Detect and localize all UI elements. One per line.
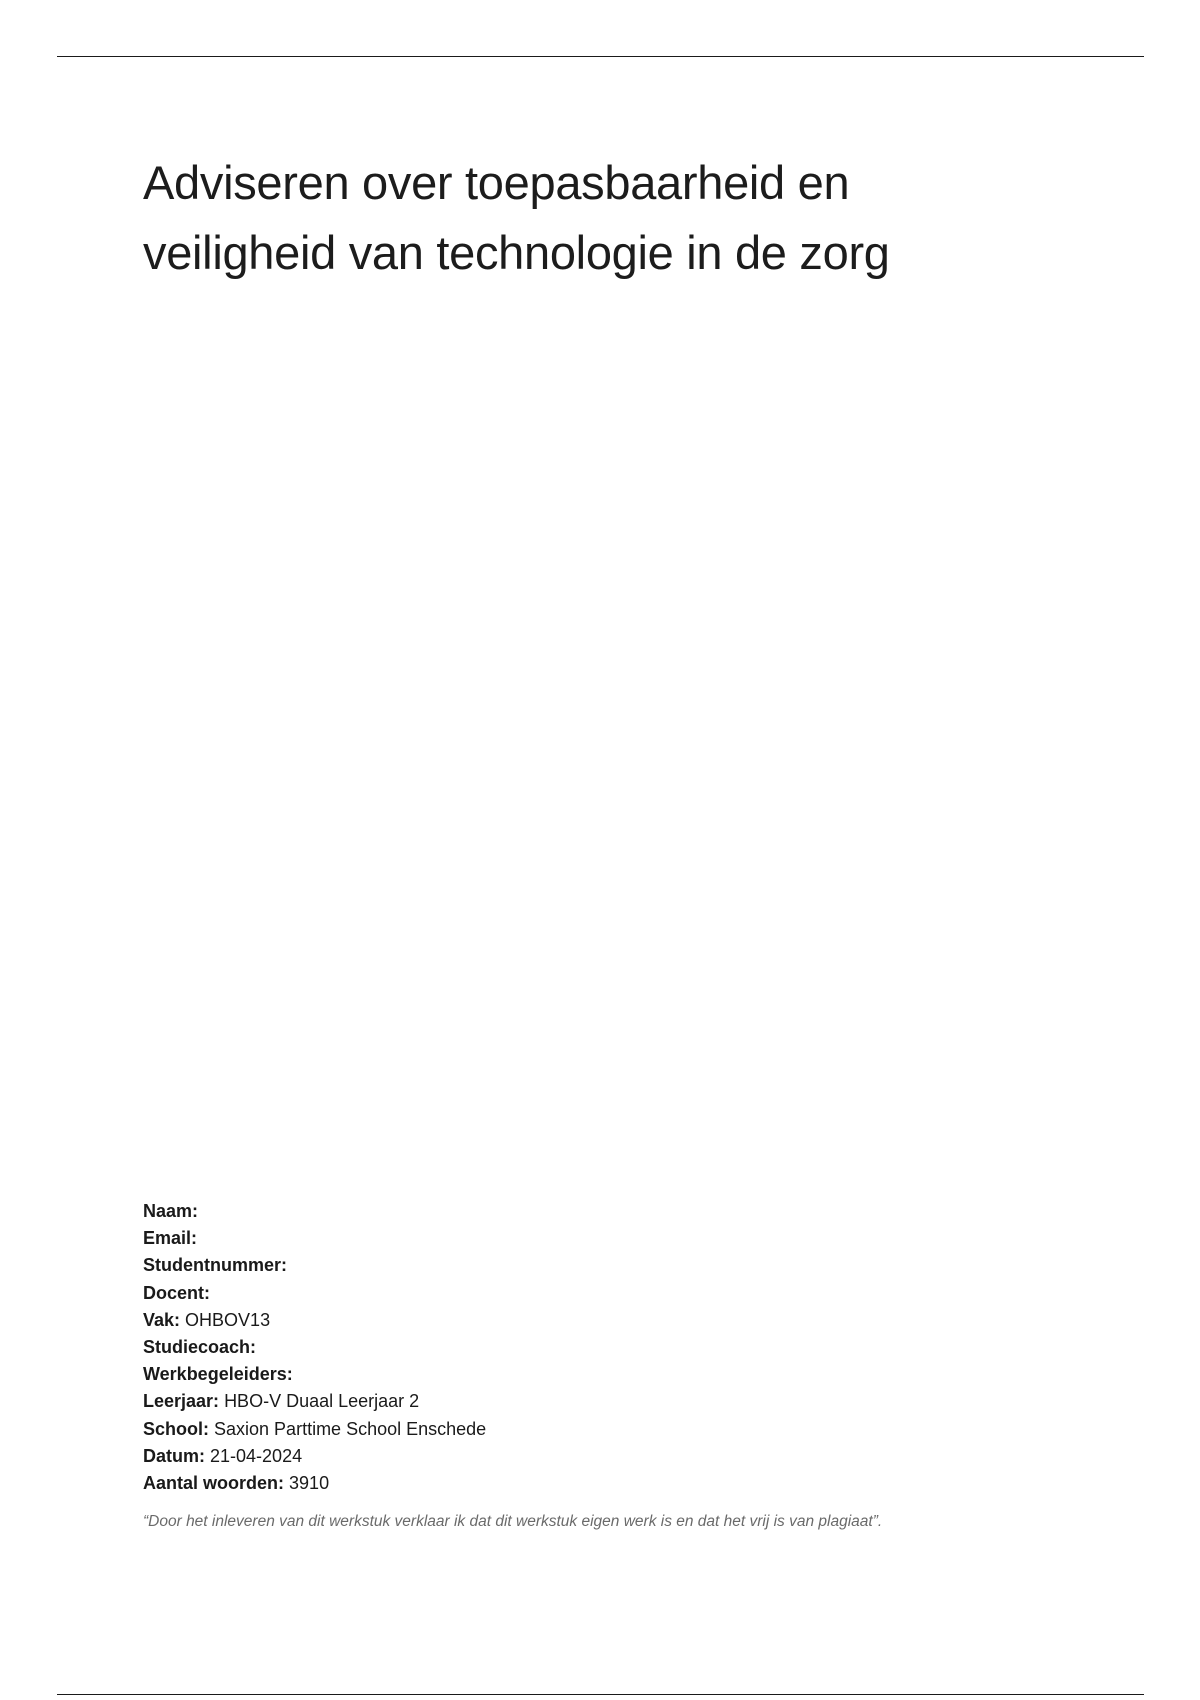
bottom-divider — [57, 1694, 1144, 1695]
field-value: 3910 — [289, 1473, 330, 1494]
title-line-1: Adviseren over toepasbaarheid en — [143, 156, 850, 209]
field-email — [143, 1225, 1143, 1252]
field-leerjaar — [143, 1388, 1143, 1415]
field-docent — [143, 1280, 1143, 1307]
title-line-2: veiligheid van technologie in de zorg — [143, 226, 890, 279]
field-vak — [143, 1307, 1143, 1334]
field-label: Werkbegeleiders: — [143, 1364, 293, 1385]
field-school — [143, 1416, 1143, 1443]
field-datum — [143, 1443, 1143, 1470]
student-info-block — [143, 1198, 1143, 1497]
field-studiecoach — [143, 1334, 1143, 1361]
plagiarism-declaration: “Door het inleveren van dit werkstuk verklaar ik dat dit werkstuk eigen werk is en dat het vrij is van plagiaat”. — [143, 1513, 883, 1530]
top-divider — [57, 56, 1144, 57]
field-label: Datum: — [143, 1445, 205, 1466]
field-label: Vak: — [143, 1309, 181, 1330]
field-aantal-woorden — [143, 1470, 1143, 1497]
field-label: Studentnummer: — [143, 1255, 287, 1276]
field-value: OHBOV13 — [185, 1309, 271, 1330]
field-value: 21-04-2024 — [210, 1445, 303, 1466]
field-label: Docent: — [143, 1282, 210, 1303]
field-value: HBO-V Duaal Leerjaar 2 — [224, 1391, 420, 1412]
field-label: Studiecoach: — [143, 1337, 257, 1358]
document-title — [143, 148, 1143, 288]
field-naam — [143, 1198, 1143, 1225]
field-studentnummer — [143, 1252, 1143, 1279]
field-label: Email: — [143, 1228, 198, 1249]
field-label: Leerjaar: — [143, 1391, 220, 1412]
field-werkbegeleiders — [143, 1361, 1143, 1388]
field-label: School: — [143, 1418, 209, 1439]
field-label: Naam: — [143, 1201, 199, 1221]
field-label: Aantal woorden: — [143, 1473, 285, 1494]
field-value: Saxion Parttime School Enschede — [214, 1418, 487, 1439]
